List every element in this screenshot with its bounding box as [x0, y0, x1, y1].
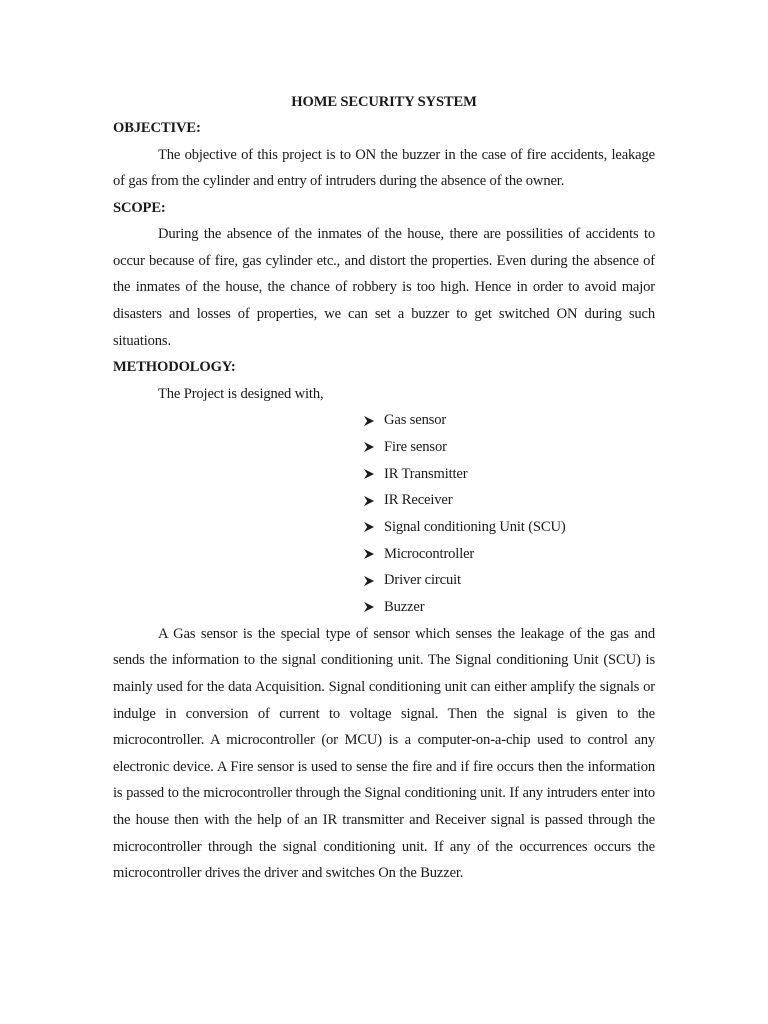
methodology-heading: METHODOLOGY:: [113, 359, 236, 376]
objective-heading: OBJECTIVE:: [113, 120, 201, 136]
arrowhead-bullet-icon: [363, 601, 375, 613]
component-label: Signal conditioning Unit (SCU): [384, 519, 566, 535]
methodology-intro: The Project is designed with,: [158, 385, 324, 402]
list-item: [363, 514, 655, 541]
scope-text: During the absence of the inmates of the house, there are possilities of accidents to occur because of fire, gas cylinder etc., and distort the properties. Even during the absence of the inmates of the house, the chance of robbery is too high. Hence in order to avoid major disasters and losses of properties, we can set a buzzer to get switched ON during such situations.: [113, 226, 655, 349]
methodology-paragraph: [113, 621, 655, 887]
document-title: HOME SECURITY SYSTEM: [291, 94, 477, 110]
list-item: [363, 594, 655, 621]
arrowhead-bullet-icon: [363, 548, 375, 560]
component-label: Driver circuit: [384, 572, 461, 589]
arrowhead-bullet-icon: [363, 415, 375, 427]
objective-paragraph: [113, 142, 655, 195]
component-list: [113, 407, 655, 621]
list-item: [363, 407, 655, 434]
component-label: IR Transmitter: [384, 465, 468, 482]
list-item: [363, 567, 655, 594]
component-label: Buzzer: [384, 599, 425, 616]
scope-heading: SCOPE:: [113, 199, 166, 216]
list-item: [363, 461, 655, 488]
methodology-description: A Gas sensor is the special type of sensor which senses the leakage of the gas and sends the information to the signal conditioning unit. The Signal conditioning Unit (SCU) is mainly used for the data Acquisition. Signal conditioning unit can either amplify the signals or indulge in conversion of current to voltage signal. Then the signal is given to the microcontroller. A microcontroller (or MCU) is a computer-on-a-chip used to control any electronic device. A Fire sensor is used to sense the fire and if fire occurs then the information is passed to the microcontroller through the Signal conditioning unit. If any intruders enter into the house then with the help of an IR transmitter and Receiver signal is passed through the microcontroller through the signal conditioning unit. If any of the occurrences occurs the microcontroller drives the driver and switches On the Buzzer.: [113, 625, 655, 882]
arrowhead-bullet-icon: [363, 521, 375, 533]
document-page: [113, 89, 655, 887]
component-label: IR Receiver: [384, 492, 453, 509]
objective-text: The objective of this project is to ON the buzzer in the case of fire accidents, leakage of gas from the cylinder and entry of intruders during the absence of the owner.: [113, 146, 655, 190]
list-item: [363, 487, 655, 514]
list-item: [363, 541, 655, 568]
arrowhead-bullet-icon: [363, 441, 375, 453]
component-label: Microcontroller: [384, 545, 475, 562]
list-item: [363, 434, 655, 461]
arrowhead-bullet-icon: [363, 575, 375, 587]
component-label: Gas sensor: [384, 412, 447, 429]
arrowhead-bullet-icon: [363, 468, 375, 480]
scope-paragraph: [113, 221, 655, 354]
component-label: Fire sensor: [384, 438, 447, 455]
arrowhead-bullet-icon: [363, 495, 375, 507]
